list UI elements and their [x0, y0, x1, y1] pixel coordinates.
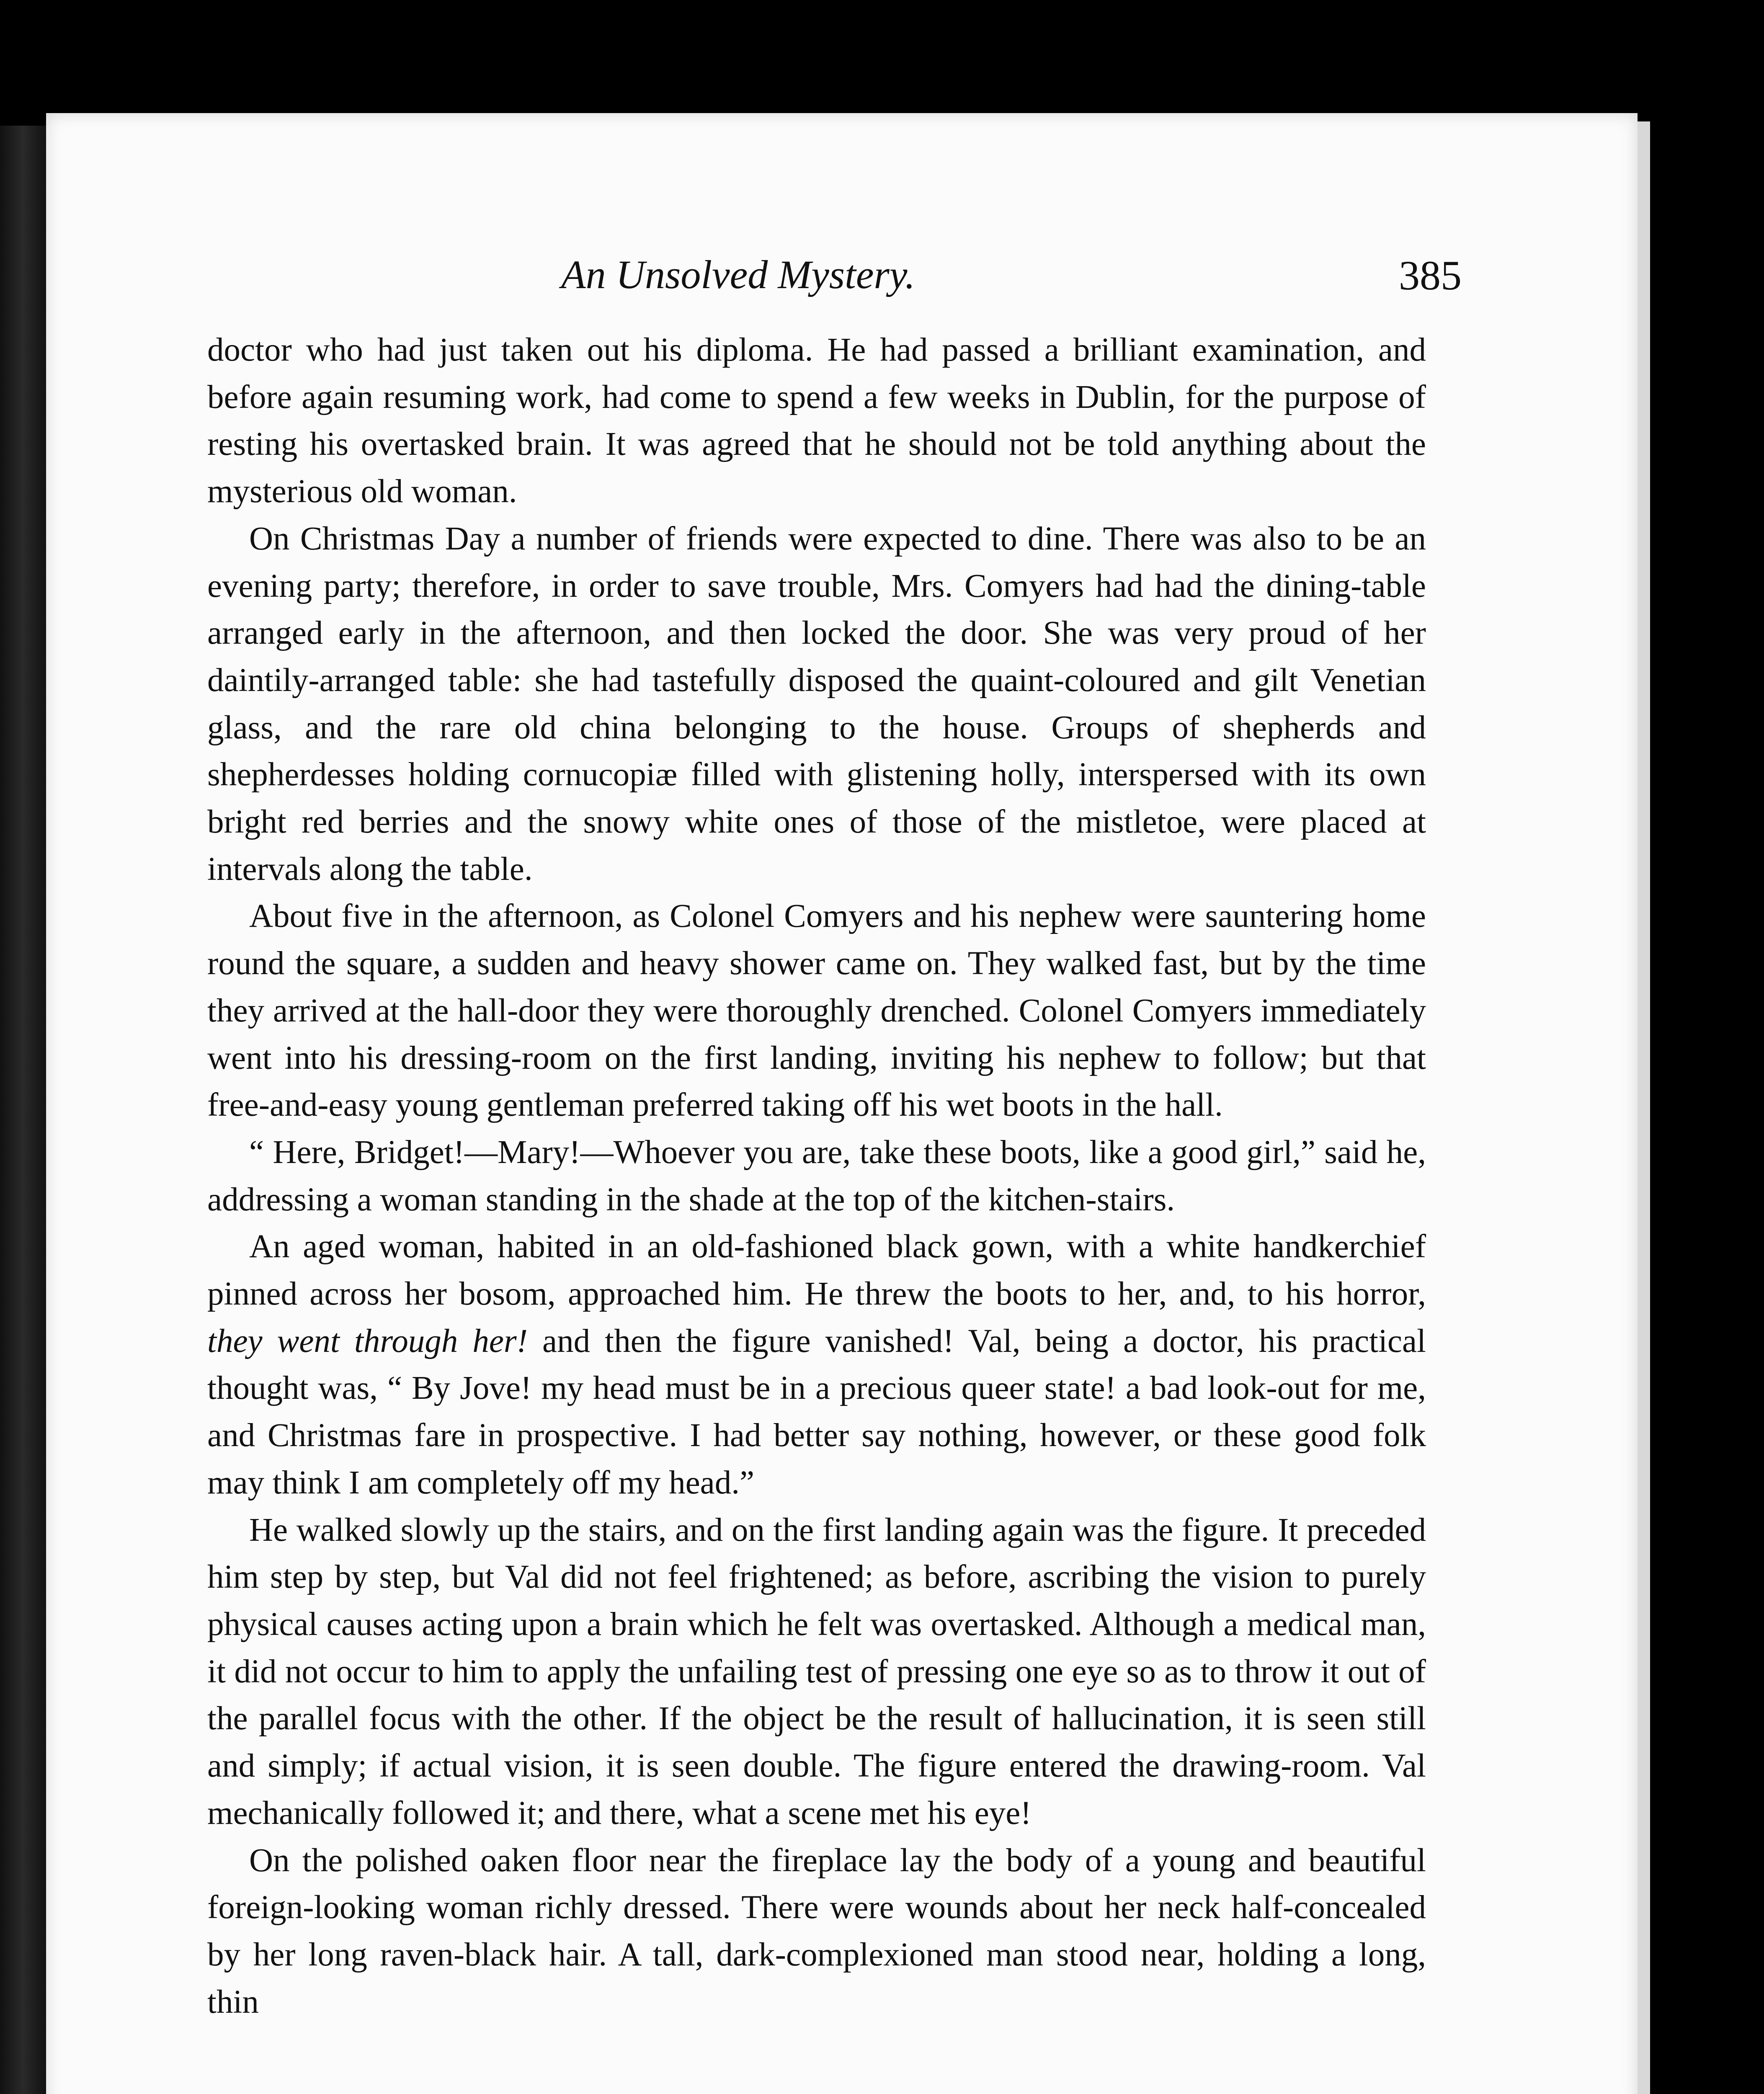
paragraph [207, 1223, 1426, 1506]
body-text [207, 327, 1426, 2026]
page-header [46, 251, 1638, 310]
paragraph-text: and then the figure vanished! Val, being a doctor, his practical thought was, “ By Jove! my head must be in a precious queer state! a bad look-out for me, and Christmas fare in prospective. I had better say nothing, however, or these good folk may think I am completely off my head.” [207, 1323, 1426, 1501]
paragraph: doctor who had just taken out his diploma. He had passed a brilliant examination, and before again resuming work, had come to spend a few weeks in Dublin, for the purpose of resting his overtasked brain. It was agreed that he should not be told anything about the mysterious old woman. [207, 332, 1426, 510]
paragraph-text: An aged woman, habited in an old-fashioned black gown, with a white handkerchief pinned across her bosom, approached him. He threw the boots to her, and, to his horror, [207, 1228, 1426, 1313]
paragraph: “ Here, Bridget!—Mary!—Whoever you are, take these boots, like a good girl,” said he, addressing a woman standing in the shade at the top of the kitchen-stairs. [207, 1134, 1426, 1218]
page-number: 385 [1399, 252, 1462, 299]
italic-phrase: they went through her! [207, 1323, 528, 1359]
book-page [46, 113, 1638, 2094]
running-title: An Unsolved Mystery. [561, 252, 916, 297]
paragraph: On Christmas Day a number of friends were expected to dine. There was also to be an evening party; therefore, in order to save trouble, Mrs. Comyers had had the dining-table arranged early in the afternoon, and then locked the door. She was very proud of her daintily-arranged table: she had tastefully disposed the quaint-coloured and gilt Venetian glass, and the rare old china belonging to the house. Groups of shepherds and shepherdesses holding cornucopiæ filled with glistening holly, interspersed with its own bright red berries and the snowy white ones of those of the mistletoe, were placed at intervals along the table. [207, 520, 1426, 887]
binding-gutter [0, 126, 46, 2094]
paragraph: About five in the afternoon, as Colonel Comyers and his nephew were sauntering home round the square, a sudden and heavy shower came on. They walked fast, but by the time they arrived at the hall-door they were thoroughly drenched. Colonel Comyers immediately went into his dressing-room on the first landing, inviting his nephew to follow; but that free-and-easy young gentleman preferred taking off his wet boots in the hall. [207, 898, 1426, 1124]
paragraph: He walked slowly up the stairs, and on the first landing again was the figure. It preceded him step by step, but Val did not feel frightened; as before, ascribing the vision to purely physical causes acting upon a brain which he felt was overtasked. Although a medical man, it did not occur to him to apply the unfailing test of pressing one eye so as to throw it out of the parallel focus with the other. If the object be the result of hallucination, it is seen still and simply; if actual vision, it is seen double. The figure entered the drawing-room. Val mechanically followed it; and there, what a scene met his eye! [207, 1511, 1426, 1831]
page-edge [1638, 121, 1650, 2094]
paragraph: On the polished oaken floor near the fireplace lay the body of a young and beautiful foreign-looking woman richly dressed. There were wounds about her neck half-concealed by her long raven-black hair. A tall, dark-complexioned man stood near, holding a long, thin [207, 1842, 1426, 2020]
